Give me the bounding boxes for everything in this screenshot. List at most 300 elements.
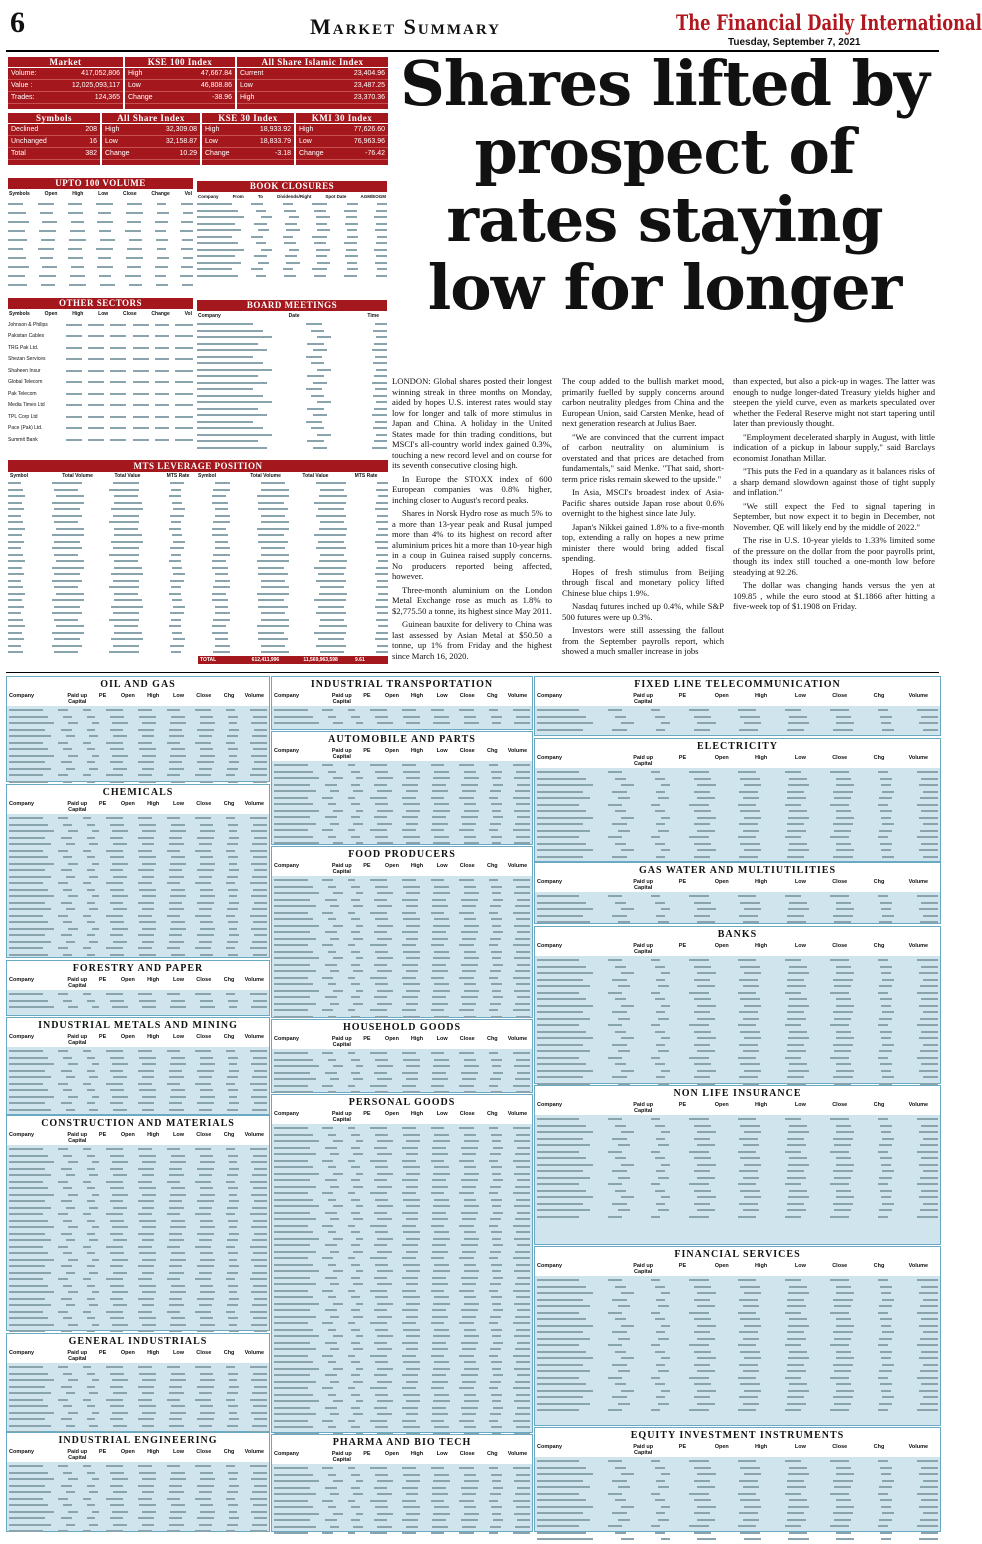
col-header: Chg bbox=[873, 693, 885, 699]
col-header: Chg bbox=[873, 1102, 885, 1108]
mts-rows bbox=[8, 480, 388, 656]
col-header: PE bbox=[363, 693, 371, 699]
col-header: Vol bbox=[184, 191, 192, 197]
allshare-value: 32,158.87 bbox=[165, 138, 197, 145]
col-header: Chg bbox=[223, 1034, 235, 1040]
market-label: Value : bbox=[11, 82, 33, 89]
col-header: Close bbox=[832, 1263, 848, 1269]
col-header: Open bbox=[714, 1102, 729, 1108]
symbols-row bbox=[8, 124, 100, 136]
allshare-islamic-row bbox=[237, 92, 388, 104]
article-paragraph: The rise in U.S. 10-year yields to 1.33% limited some of the pressure on the dollar from the poor payrolls print, though its index still touched a one-month low before steadying at 92.26. bbox=[733, 535, 935, 577]
article-headline: Shares lifted by prospect of rates staying low for longer bbox=[400, 47, 929, 324]
col-header: Close bbox=[196, 1350, 212, 1356]
col-header: Vol bbox=[184, 311, 192, 317]
market-title: Market bbox=[8, 57, 123, 68]
col-header: Open bbox=[384, 1036, 399, 1042]
col-header: Open bbox=[714, 943, 729, 949]
sector-title: INDUSTRIAL METALS AND MINING bbox=[7, 1018, 269, 1033]
col-header: High bbox=[147, 801, 160, 807]
col-header: PE bbox=[678, 943, 687, 949]
col-header: Volume bbox=[244, 1350, 265, 1356]
col-header: Low bbox=[436, 1111, 448, 1117]
col-header: Company bbox=[537, 1444, 563, 1450]
table-row bbox=[537, 919, 938, 926]
col-header: Close bbox=[459, 1451, 475, 1457]
sector-telecom bbox=[534, 676, 941, 736]
col-header: AGM/EOGM bbox=[360, 194, 386, 199]
sector-header bbox=[535, 1443, 940, 1457]
col-header: PE bbox=[98, 1350, 107, 1356]
book-closures-title: BOOK CLOSURES bbox=[197, 181, 387, 192]
col-header: High bbox=[754, 693, 768, 699]
col-header: Low bbox=[172, 977, 184, 983]
article-paragraph: Nasdaq futures inched up 0.4%, while S&P 500 futures were up 0.3%. bbox=[562, 601, 724, 622]
sector-header bbox=[535, 942, 940, 956]
col-header: Company bbox=[274, 1036, 300, 1042]
col-header: Change bbox=[151, 311, 170, 317]
sector-general bbox=[6, 1333, 270, 1432]
symbols-label: Declined bbox=[11, 126, 39, 133]
sector-header bbox=[272, 1110, 532, 1124]
sector-chemicals bbox=[6, 784, 270, 958]
allshare-value: 10.29 bbox=[179, 150, 197, 157]
sector-header bbox=[7, 1131, 269, 1145]
col-header: Open bbox=[384, 1451, 399, 1457]
allshare-islamic-value: 23,370.36 bbox=[353, 94, 385, 101]
table-row bbox=[197, 445, 387, 452]
page-number: 6 bbox=[10, 6, 25, 39]
sector-title: GENERAL INDUSTRIALS bbox=[7, 1334, 269, 1349]
col-header: Low bbox=[98, 311, 109, 317]
col-header: Close bbox=[196, 1449, 212, 1455]
sector-title: ELECTRICITY bbox=[535, 739, 940, 754]
allshare-value: 32,309.08 bbox=[165, 126, 197, 133]
col-header: Open bbox=[384, 748, 399, 754]
section-title: Market Summary bbox=[310, 14, 501, 39]
col-header: Paid up Capital bbox=[67, 1350, 88, 1362]
col-header: PE bbox=[678, 879, 687, 885]
col-header: Volume bbox=[244, 1034, 265, 1040]
sector-rows bbox=[7, 706, 269, 793]
table-row bbox=[8, 400, 193, 412]
row-label: Media Times Ltd bbox=[8, 402, 45, 409]
table-row bbox=[537, 1407, 938, 1414]
market-label: Volume: bbox=[11, 70, 37, 77]
col-header: Open bbox=[44, 311, 58, 317]
sector-rows bbox=[535, 956, 940, 1095]
col-header: Chg bbox=[486, 748, 498, 754]
col-header: High bbox=[410, 693, 424, 699]
row-label: Shaheen Insur bbox=[8, 367, 41, 374]
kse100-label: High bbox=[128, 70, 143, 77]
col-header: PE bbox=[363, 748, 371, 754]
col-header: Close bbox=[832, 943, 848, 949]
col-header: PE bbox=[98, 801, 107, 807]
sector-rows bbox=[535, 1115, 940, 1221]
col-header: Dividends/Right bbox=[277, 194, 312, 199]
col-header: Company bbox=[9, 1132, 35, 1138]
col-header: Volume bbox=[908, 693, 929, 699]
other-sectors-header bbox=[8, 309, 193, 319]
kmi30-row bbox=[296, 148, 388, 160]
col-header: Close bbox=[459, 1036, 475, 1042]
table-row bbox=[8, 388, 193, 400]
upto100-rows bbox=[8, 199, 193, 289]
sector-personal bbox=[271, 1094, 533, 1433]
sector-title: INDUSTRIAL ENGINEERING bbox=[7, 1433, 269, 1448]
table-row bbox=[9, 1004, 267, 1011]
mts-header bbox=[8, 472, 388, 480]
table-row bbox=[8, 354, 193, 366]
col-header: Open bbox=[714, 755, 729, 761]
table-row bbox=[8, 342, 193, 354]
col-header: Chg bbox=[486, 693, 498, 699]
col-header: Chg bbox=[486, 863, 498, 869]
col-header: Low bbox=[794, 693, 806, 699]
col-header: PE bbox=[678, 693, 687, 699]
col-header: Open bbox=[714, 1444, 729, 1450]
sector-title: PERSONAL GOODS bbox=[272, 1095, 532, 1110]
symbols-label: Unchanged bbox=[11, 138, 47, 145]
col-header: Symbol bbox=[197, 473, 217, 479]
market-box bbox=[8, 57, 123, 109]
col-header: Paid up Capital bbox=[633, 879, 654, 891]
sector-rows bbox=[535, 892, 940, 927]
allshare-row bbox=[102, 136, 200, 148]
sector-rows bbox=[272, 761, 532, 854]
col-header: MTS Rate bbox=[354, 473, 378, 479]
col-header: Close bbox=[832, 755, 848, 761]
sector-metals bbox=[6, 1017, 270, 1115]
col-header: Open bbox=[44, 191, 58, 197]
col-header: High bbox=[410, 1111, 424, 1117]
table-row bbox=[8, 319, 193, 331]
col-header: Date bbox=[288, 313, 300, 319]
sector-header bbox=[535, 692, 940, 706]
mts-total bbox=[198, 656, 388, 664]
col-header: Low bbox=[172, 1350, 184, 1356]
table-row bbox=[537, 727, 938, 734]
table-row bbox=[537, 1536, 938, 1543]
col-header: Close bbox=[196, 693, 212, 699]
kmi30-label: Change bbox=[299, 150, 324, 157]
kmi30-box bbox=[296, 113, 388, 165]
table-row bbox=[8, 235, 193, 244]
col-header: Close bbox=[459, 1111, 475, 1117]
col-header: Paid up Capital bbox=[331, 1451, 352, 1463]
table-row bbox=[8, 271, 193, 280]
sector-title: PHARMA AND BIO TECH bbox=[272, 1435, 532, 1450]
col-header: Chg bbox=[223, 693, 235, 699]
allshare-islamic-title: All Share Islamic Index bbox=[237, 57, 388, 68]
col-header: Close bbox=[832, 693, 848, 699]
col-header: High bbox=[754, 879, 768, 885]
col-header: Chg bbox=[873, 1263, 885, 1269]
kmi30-title: KMI 30 Index bbox=[296, 113, 388, 124]
sector-rows bbox=[7, 814, 269, 972]
sector-rows bbox=[535, 1276, 940, 1415]
col-header: Chg bbox=[223, 977, 235, 983]
sector-header bbox=[272, 1450, 532, 1464]
sector-header bbox=[7, 1448, 269, 1462]
col-header: Chg bbox=[223, 801, 235, 807]
symbols-value: 16 bbox=[89, 138, 97, 145]
sector-rows bbox=[272, 876, 532, 1034]
col-header: Volume bbox=[244, 693, 265, 699]
col-header: Paid up Capital bbox=[633, 1444, 654, 1456]
board-meetings-panel bbox=[197, 300, 387, 450]
article-paragraph: Three-month aluminium on the London Metal Exchange rose as much as 1.8% to $2,775.50 a tonne, its highest since May 2011. bbox=[392, 584, 552, 616]
col-header: Company bbox=[9, 801, 35, 807]
col-header: Low bbox=[436, 1036, 448, 1042]
kse100-box bbox=[125, 57, 235, 109]
sector-title: CONSTRUCTION AND MATERIALS bbox=[7, 1116, 269, 1131]
sector-rows bbox=[535, 768, 940, 874]
allshare-islamic-label: Low bbox=[240, 82, 253, 89]
board-rows bbox=[197, 321, 387, 451]
article-col-2 bbox=[562, 376, 724, 660]
col-header: High bbox=[147, 1034, 160, 1040]
market-row bbox=[8, 92, 123, 104]
col-header: High bbox=[410, 748, 424, 754]
col-header: Paid up Capital bbox=[67, 801, 88, 813]
table-row bbox=[8, 331, 193, 343]
col-header: Company bbox=[537, 1102, 563, 1108]
table-row bbox=[8, 377, 193, 389]
col-header: Time bbox=[367, 313, 379, 319]
col-header: Open bbox=[120, 801, 135, 807]
sector-header bbox=[7, 1349, 269, 1363]
col-header: High bbox=[147, 1449, 160, 1455]
kse100-label: Low bbox=[128, 82, 141, 89]
sector-title: CHEMICALS bbox=[7, 785, 269, 800]
allshare-box bbox=[102, 113, 200, 165]
section-rule bbox=[6, 672, 939, 673]
symbols-value: 208 bbox=[85, 126, 97, 133]
col-header: PE bbox=[678, 1263, 687, 1269]
col-header: Volume bbox=[908, 943, 929, 949]
col-header: Open bbox=[120, 693, 135, 699]
table-row bbox=[9, 1107, 267, 1114]
other-sectors-panel bbox=[8, 298, 193, 448]
row-label: Summit Bank bbox=[8, 436, 38, 443]
col-header: Paid up Capital bbox=[67, 977, 88, 989]
market-row bbox=[8, 68, 123, 80]
col-header: PE bbox=[678, 755, 687, 761]
kse30-label: Low bbox=[205, 138, 218, 145]
sector-title: OIL AND GAS bbox=[7, 677, 269, 692]
upto100-title: UPTO 100 VOLUME bbox=[8, 178, 193, 189]
sector-header bbox=[535, 754, 940, 768]
col-header: High bbox=[754, 1102, 768, 1108]
col-header: High bbox=[410, 1451, 424, 1457]
col-header: PE bbox=[98, 1449, 107, 1455]
sector-rows bbox=[7, 1145, 269, 1342]
kse30-value: -3.18 bbox=[275, 150, 291, 157]
col-header: Open bbox=[120, 1132, 135, 1138]
col-header: Open bbox=[714, 879, 729, 885]
sector-rows bbox=[7, 1462, 269, 1536]
col-header: Symbol bbox=[10, 473, 29, 479]
col-header: High bbox=[754, 1263, 768, 1269]
upto100-panel bbox=[8, 178, 193, 293]
col-header: Low bbox=[172, 1449, 184, 1455]
table-row bbox=[8, 411, 193, 423]
col-header: Paid up Capital bbox=[633, 1263, 654, 1275]
article-paragraph: Guinean bauxite for delivery to China was last assessed by Asian Metal at $50.50 a tonne, up 1% from Friday and the highest since March 16, 2020. bbox=[392, 619, 552, 661]
table-row bbox=[8, 423, 193, 435]
col-header: Close bbox=[122, 191, 137, 197]
col-header: Low bbox=[436, 863, 448, 869]
market-label: Trades: bbox=[11, 94, 35, 101]
col-header: Symbols bbox=[9, 311, 30, 317]
col-header: Close bbox=[196, 1034, 212, 1040]
col-header: Volume bbox=[908, 1444, 929, 1450]
col-header: Chg bbox=[223, 1449, 235, 1455]
table-row bbox=[8, 280, 193, 289]
allshare-islamic-box bbox=[237, 57, 388, 109]
col-header: Spot Date bbox=[325, 194, 347, 199]
kmi30-row bbox=[296, 136, 388, 148]
col-header: Close bbox=[196, 977, 212, 983]
kmi30-label: Low bbox=[299, 138, 312, 145]
col-header: High bbox=[754, 1444, 768, 1450]
mts-total-rate: 9.61 bbox=[355, 657, 365, 663]
sector-construction bbox=[6, 1115, 270, 1331]
col-header: PE bbox=[678, 1444, 687, 1450]
col-header: Company bbox=[274, 1451, 300, 1457]
sector-equity bbox=[534, 1427, 941, 1532]
kmi30-value: 77,626.60 bbox=[353, 126, 385, 133]
col-header: PE bbox=[363, 1451, 371, 1457]
col-header: To bbox=[257, 194, 264, 199]
col-header: Change bbox=[151, 191, 170, 197]
article-paragraph: Hopes of fresh stimulus from Beijing through fiscal and monetary policy lifted Chinese blue chips 1.9%. bbox=[562, 566, 724, 598]
col-header: Paid up Capital bbox=[633, 943, 654, 955]
col-header: Volume bbox=[908, 879, 929, 885]
table-row bbox=[537, 1214, 938, 1221]
kse100-value: -38.96 bbox=[212, 94, 232, 101]
sector-header bbox=[535, 1262, 940, 1276]
article-paragraph: In Asia, MSCI's broadest index of Asia-Pacific shares outside Japan rose about 0.6% overnight to the highest since late July. bbox=[562, 487, 724, 518]
symbols-value: 382 bbox=[85, 150, 97, 157]
col-header: Company bbox=[198, 194, 219, 199]
col-header: Low bbox=[172, 801, 184, 807]
col-header: Low bbox=[794, 1444, 806, 1450]
mts-title: MTS LEVERAGE POSITION bbox=[8, 460, 388, 472]
table-row bbox=[8, 365, 193, 377]
kse30-label: Change bbox=[205, 150, 230, 157]
kse30-box bbox=[202, 113, 294, 165]
table-row bbox=[197, 273, 387, 280]
mts-panel bbox=[8, 460, 388, 672]
col-header: Volume bbox=[244, 801, 265, 807]
book-closures-header bbox=[197, 192, 387, 201]
col-header: Total Volume bbox=[62, 473, 93, 479]
market-value: 417,052,806 bbox=[81, 70, 120, 77]
row-label: Pace (Pak) Ltd. bbox=[8, 425, 43, 432]
col-header: Paid up Capital bbox=[331, 1036, 352, 1048]
col-header: Low bbox=[794, 943, 806, 949]
col-header: Chg bbox=[873, 755, 885, 761]
book-rows bbox=[197, 201, 387, 279]
symbols-label: Total bbox=[11, 150, 26, 157]
col-header: Paid up Capital bbox=[67, 1449, 88, 1461]
row-label: Shezan Services bbox=[8, 356, 46, 363]
col-header: Company bbox=[274, 693, 300, 699]
sector-header bbox=[535, 1101, 940, 1115]
col-header: PE bbox=[98, 693, 107, 699]
table-row bbox=[8, 434, 193, 446]
sector-pharma bbox=[271, 1434, 533, 1532]
mts-total-label: TOTAL bbox=[200, 657, 217, 663]
col-header: Low bbox=[436, 748, 448, 754]
table-row bbox=[274, 720, 530, 727]
col-header: Company bbox=[274, 1111, 300, 1117]
col-header: Close bbox=[459, 748, 475, 754]
article-paragraph: Japan's Nikkei gained 1.8% to a five-month top, extending a rally on hopes a new prime minister there would bring added fiscal spending. bbox=[562, 521, 724, 563]
upto100-header bbox=[8, 189, 193, 199]
col-header: Paid up Capital bbox=[67, 693, 88, 705]
col-header: Company bbox=[274, 748, 300, 754]
col-header: MTS Rate bbox=[166, 473, 190, 479]
symbols-row bbox=[8, 148, 100, 160]
paper-name: The Financial Daily International bbox=[676, 10, 982, 35]
col-header: Company bbox=[9, 977, 35, 983]
col-header: Company bbox=[537, 1263, 563, 1269]
mts-total-volume: 612,411,996 bbox=[251, 657, 280, 663]
allshare-islamic-label: Current bbox=[240, 70, 264, 77]
symbols-box bbox=[8, 113, 100, 165]
market-value: 12,025,093,117 bbox=[71, 82, 120, 89]
col-header: Low bbox=[794, 879, 806, 885]
col-header: Paid up Capital bbox=[633, 755, 654, 767]
col-header: Company bbox=[9, 1350, 35, 1356]
col-header: Volume bbox=[507, 1111, 528, 1117]
col-header: PE bbox=[98, 1034, 107, 1040]
kse30-row bbox=[202, 148, 294, 160]
col-header: Low bbox=[172, 1034, 184, 1040]
row-label: TPL Corp Ltd bbox=[8, 413, 38, 420]
col-header: Volume bbox=[908, 1102, 929, 1108]
allshare-islamic-row bbox=[237, 80, 388, 92]
kse30-value: 18,933.92 bbox=[259, 126, 291, 133]
article-paragraph: than expected, but also a pick-up in wages. The latter was enough to nudge longer-dated Treasury yields higher and steepen the yield curve, even as markets speculated over whether the Federal Reserve might not start tapering until later than previously thought. bbox=[733, 376, 935, 428]
sector-transport bbox=[271, 676, 533, 730]
col-header: PE bbox=[363, 1111, 371, 1117]
sector-title: EQUITY INVESTMENT INSTRUMENTS bbox=[535, 1428, 940, 1443]
col-header: Paid up Capital bbox=[331, 693, 352, 705]
col-header: High bbox=[410, 863, 424, 869]
table-row bbox=[9, 1528, 267, 1535]
col-header: Low bbox=[794, 755, 806, 761]
col-header: Paid up Capital bbox=[67, 1034, 88, 1046]
sector-header bbox=[272, 862, 532, 876]
sector-rows bbox=[272, 1049, 532, 1097]
article-col-1 bbox=[392, 376, 552, 664]
row-label: Global Telecom bbox=[8, 379, 43, 386]
book-closures-panel bbox=[197, 181, 387, 296]
sector-title: FIXED LINE TELECOMMUNICATION bbox=[535, 677, 940, 692]
kse30-title: KSE 30 Index bbox=[202, 113, 294, 124]
kse30-row bbox=[202, 136, 294, 148]
col-header: Low bbox=[172, 1132, 184, 1138]
sector-header bbox=[7, 800, 269, 814]
symbols-title: Symbols bbox=[8, 113, 100, 124]
allshare-label: High bbox=[105, 126, 120, 133]
article-paragraph: Investors were still assessing the fallout from the September payrolls report, which showed a much smaller increase in jobs bbox=[562, 625, 724, 656]
